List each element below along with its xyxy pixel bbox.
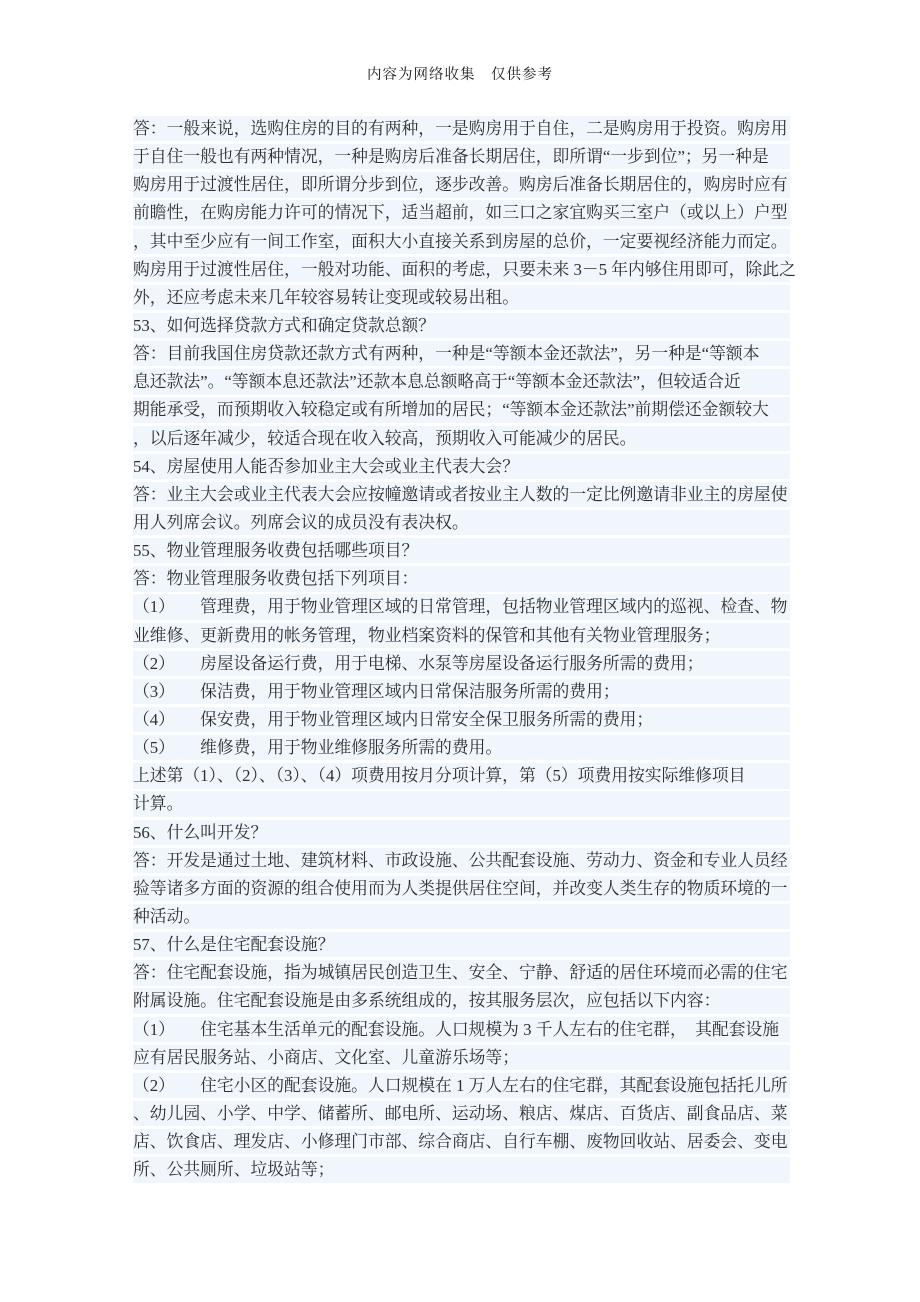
text-line: 前瞻性，在购房能力许可的情况下，适当超前，如三口之家宜购买三室户（或以上）户型: [133, 200, 790, 225]
text-line: 57、什么是住宅配套设施？: [133, 932, 790, 957]
text-line: 答：业主大会或业主代表大会应按幢邀请或者按业主人数的一定比例邀请非业主的房屋使: [133, 482, 790, 507]
text-line: 种活动。: [133, 904, 790, 929]
text-line: 息还款法”。“等额本息还款法”还款本息总额略高于“等额本金还款法”，但较适合近: [133, 369, 790, 394]
text-line: 53、如何选择贷款方式和确定贷款总额？: [133, 313, 790, 338]
text-line: （1） 住宅基本生活单元的配套设施。人口规模为 3 千人左右的住宅群， 其配套设施: [133, 1017, 790, 1042]
text-line: 上述第（1）、（2）、（3）、（4）项费用按月分项计算，第（5）项费用按实际维修项目: [133, 763, 790, 788]
text-line: （4） 保安费，用于物业管理区域内日常安全保卫服务所需的费用；: [133, 707, 790, 732]
text-line: 、幼儿园、小学、中学、储蓄所、邮电所、运动场、粮店、煤店、百货店、副食品店、菜: [133, 1101, 790, 1126]
text-line: （5） 维修费，用于物业维修服务所需的费用。: [133, 735, 790, 760]
text-line: 答：开发是通过土地、建筑材料、市政设施、公共配套设施、劳动力、资金和专业人员经: [133, 848, 790, 873]
document-body: [133, 116, 796, 1185]
text-line: 于自住一般也有两种情况，一种是购房后准备长期居住，即所谓“一步到位”；另一种是: [133, 144, 790, 169]
text-line: 答：物业管理服务收费包括下列项目：: [133, 566, 790, 591]
text-line: ，其中至少应有一间工作室，面积大小直接关系到房屋的总价，一定要视经济能力而定。: [133, 229, 790, 254]
text-line: 用人列席会议。列席会议的成员没有表决权。: [133, 510, 790, 535]
page-header-disclaimer: 内容为网络收集 仅供参考: [367, 67, 553, 83]
text-line: 外，还应考虑未来几年较容易转让变现或较易出租。: [133, 285, 790, 310]
text-line: 附属设施。住宅配套设施是由多系统组成的，按其服务层次，应包括以下内容：: [133, 988, 790, 1013]
text-line: 54、房屋使用人能否参加业主大会或业主代表大会？: [133, 454, 790, 479]
text-line: 答：一般来说，选购住房的目的有两种，一是购房用于自住，二是购房用于投资。购房用: [133, 116, 790, 141]
text-line: 购房用于过渡性居住，一般对功能、面积的考虑，只要未来 3－5 年内够住用即可，除此之: [133, 257, 790, 282]
text-line: （2） 房屋设备运行费，用于电梯、水泵等房屋设备运行服务所需的费用；: [133, 651, 790, 676]
text-line: 期能承受，而预期收入较稳定或有所增加的居民；“等额本金还款法”前期偿还金额较大: [133, 397, 790, 422]
text-line: 55、物业管理服务收费包括哪些项目？: [133, 538, 790, 563]
text-line: 答：目前我国住房贷款还款方式有两种，一种是“等额本金还款法”，另一种是“等额本: [133, 341, 790, 366]
text-line: 业维修、更新费用的帐务管理，物业档案资料的保管和其他有关物业管理服务；: [133, 623, 790, 648]
text-line: 店、饮食店、理发店、小修理门市部、综合商店、自行车棚、废物回收站、居委会、变电: [133, 1129, 790, 1154]
text-line: 应有居民服务站、小商店、文化室、儿童游乐场等；: [133, 1045, 790, 1070]
text-line: 答：住宅配套设施，指为城镇居民创造卫生、安全、宁静、舒适的居住环境而必需的住宅: [133, 960, 790, 985]
text-line: 计算。: [133, 791, 790, 816]
text-line: 所、公共厕所、垃圾站等；: [133, 1157, 790, 1182]
text-line: ，以后逐年减少，较适合现在收入较高，预期收入可能减少的居民。: [133, 426, 790, 451]
text-line: 购房用于过渡性居住，即所谓分步到位，逐步改善。购房后准备长期居住的，购房时应有: [133, 172, 790, 197]
text-line: 56、什么叫开发？: [133, 820, 790, 845]
text-line: （1） 管理费，用于物业管理区域的日常管理，包括物业管理区域内的巡视、检查、物: [133, 594, 790, 619]
text-line: （2） 住宅小区的配套设施。人口规模在 1 万人左右的住宅群，其配套设施包括托儿所: [133, 1073, 790, 1098]
text-line: 验等诸多方面的资源的组合使用而为人类提供居住空间，并改变人类生存的物质环境的一: [133, 876, 790, 901]
text-line: （3） 保洁费，用于物业管理区域内日常保洁服务所需的费用；: [133, 679, 790, 704]
